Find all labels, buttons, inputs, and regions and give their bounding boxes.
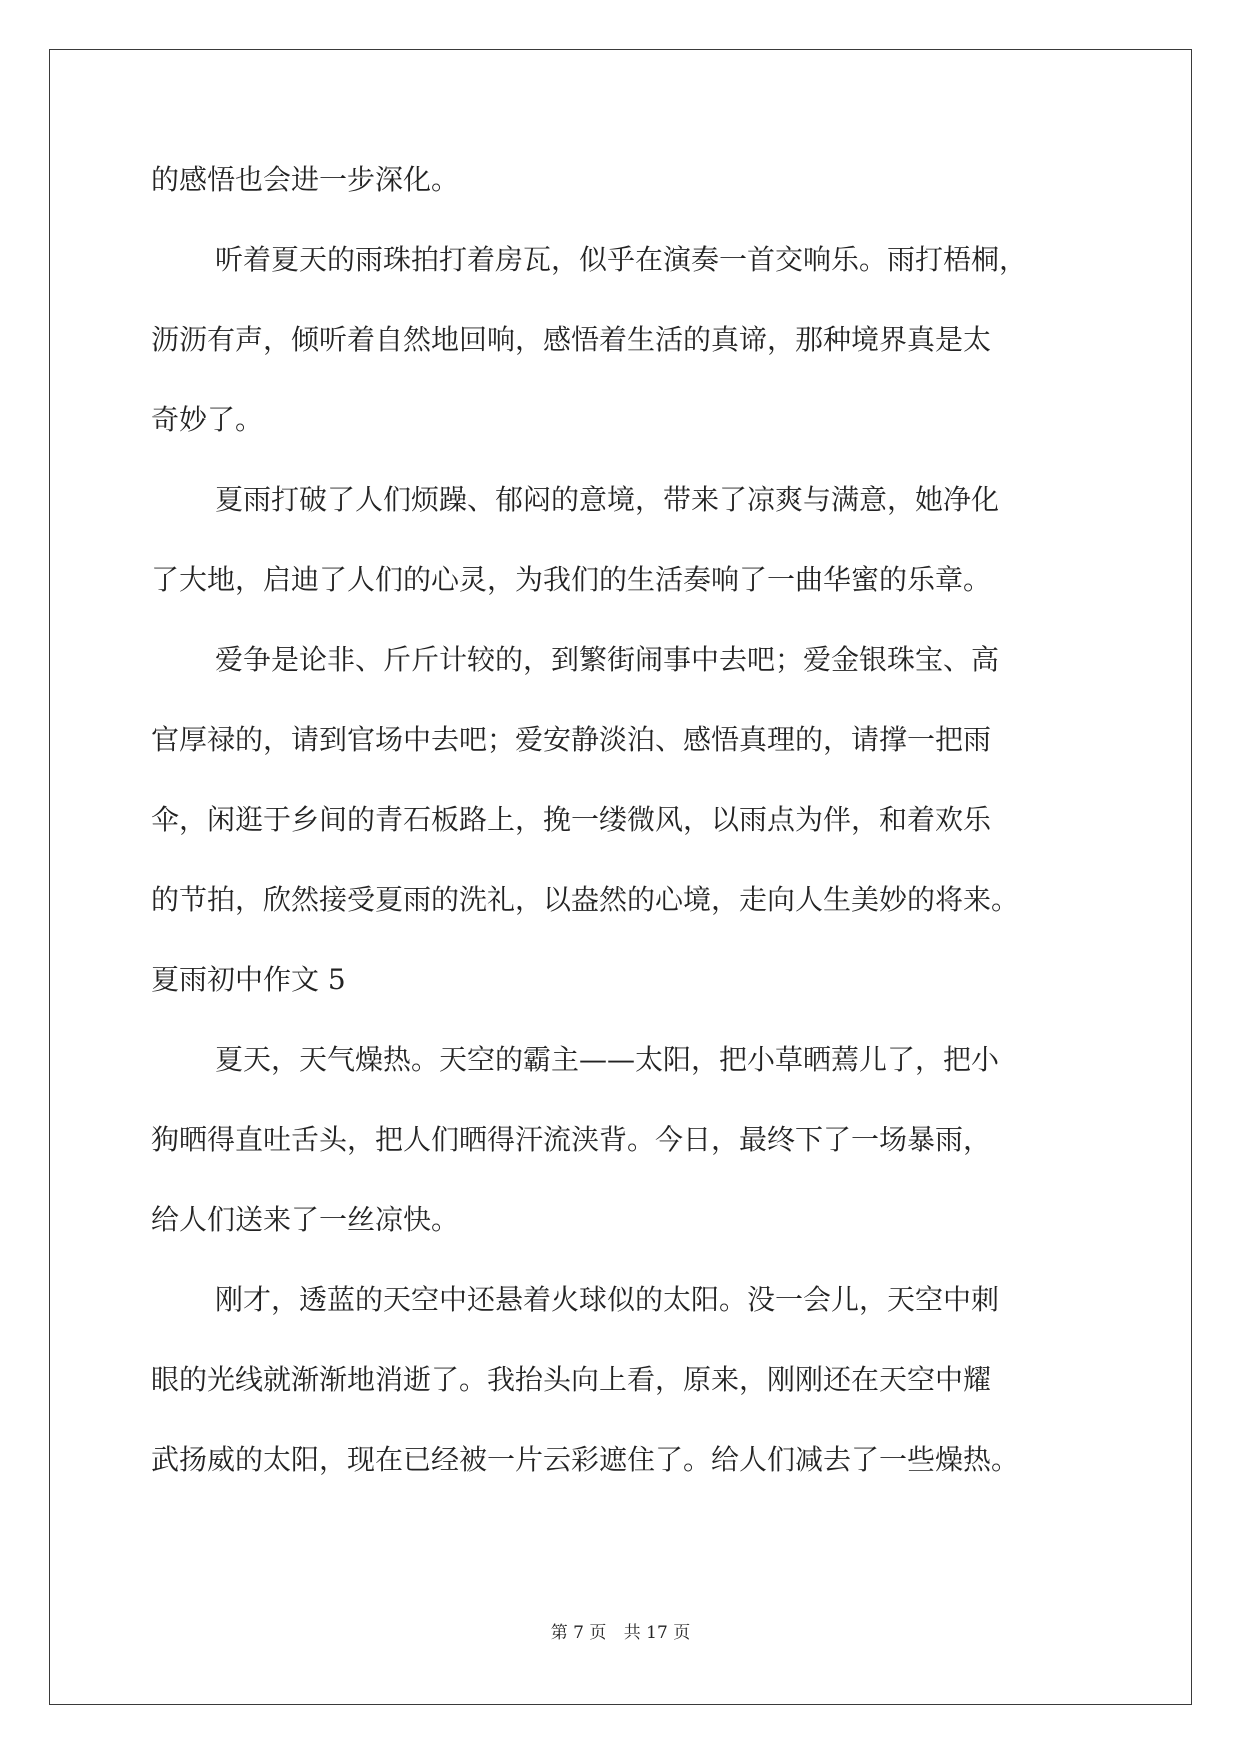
- text-line: 的感悟也会进一步深化。: [151, 163, 460, 196]
- text-line: 沥沥有声，倾听着自然地回响，感悟着生活的真谛，那种境界真是太: [151, 323, 992, 356]
- paragraph-line: 夏雨打破了人们烦躁、郁闷的意境，带来了凉爽与满意，她净化: [215, 483, 1000, 516]
- paragraph-line: 刚才，透蓝的天空中还悬着火球似的太阳。没一会儿，天空中刺: [215, 1283, 1000, 1316]
- page-footer: [0, 1618, 1241, 1643]
- paragraph-line: 夏天，天气燥热。天空的霸主——太阳，把小草晒蔫儿了，把小: [215, 1043, 1000, 1076]
- section-heading: 夏雨初中作文 5: [151, 963, 346, 996]
- text-line: 奇妙了。: [151, 403, 264, 436]
- text-line: 的节拍，欣然接受夏雨的洗礼，以盎然的心境，走向人生美妙的将来。: [151, 883, 1020, 916]
- paragraph-line: 听着夏天的雨珠拍打着房瓦，似乎在演奏一首交响乐。雨打梧桐，: [215, 243, 1028, 276]
- paragraph-line: 爱争是论非、斤斤计较的，到繁街闹事中去吧；爱金银珠宝、高: [215, 643, 1000, 676]
- text-line: 伞，闲逛于乡间的青石板路上，挽一缕微风，以雨点为伴，和着欢乐: [151, 803, 992, 836]
- text-line: 官厚禄的，请到官场中去吧；爱安静淡泊、感悟真理的，请撑一把雨: [151, 723, 992, 756]
- text-line: 狗晒得直吐舌头，把人们晒得汗流浃背。今日，最终下了一场暴雨，: [151, 1123, 992, 1156]
- text-line: 武扬威的太阳，现在已经被一片云彩遮住了。给人们减去了一些燥热。: [151, 1443, 1020, 1476]
- text-line: 给人们送来了一丝凉快。: [151, 1203, 460, 1236]
- page-total: 共 17 页: [623, 1623, 691, 1643]
- text-line: 眼的光线就渐渐地消逝了。我抬头向上看，原来，刚刚还在天空中耀: [151, 1363, 992, 1396]
- text-line: 了大地，启迪了人们的心灵，为我们的生活奏响了一曲华蜜的乐章。: [151, 563, 992, 596]
- page-number: 第 7 页: [550, 1623, 607, 1643]
